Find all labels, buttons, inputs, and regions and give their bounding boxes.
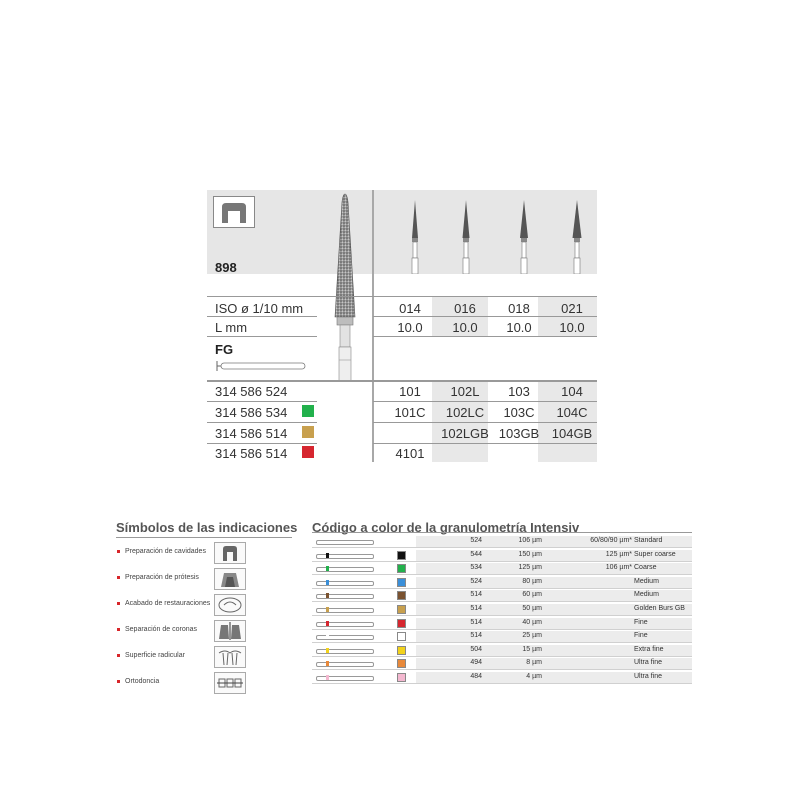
grit-um: 40 µm — [522, 618, 542, 626]
rule — [207, 422, 317, 423]
grit-code: 514 — [470, 632, 482, 640]
bur-shank-icon — [316, 662, 374, 667]
bur-shank-icon — [316, 608, 374, 613]
grit-row — [312, 672, 692, 683]
bur-shank-icon — [316, 649, 374, 654]
large-bur-illustration — [325, 192, 365, 382]
grit-size: 106 µm* — [605, 564, 632, 572]
row-shade — [416, 631, 692, 642]
color-ring — [326, 648, 329, 653]
grit-row — [312, 577, 692, 588]
rule — [207, 336, 317, 337]
grit-um: 80 µm — [522, 577, 542, 585]
crown-separation-icon — [214, 620, 246, 642]
color-square — [397, 673, 406, 682]
rule — [312, 669, 692, 670]
grit-code: 514 — [470, 591, 482, 599]
bur-size-021 — [569, 198, 585, 274]
grit-name: Extra fine — [634, 645, 664, 653]
grit-row — [312, 536, 692, 547]
rule — [373, 422, 597, 423]
order-ref: 314 586 514 — [215, 446, 288, 461]
color-square — [397, 551, 406, 560]
color-square — [397, 591, 406, 600]
grit-code: 524 — [470, 577, 482, 585]
size-021: 021 — [561, 301, 583, 316]
color-ring — [326, 566, 329, 571]
color-ring — [326, 593, 329, 598]
grit-row — [312, 658, 692, 669]
rule — [373, 443, 597, 444]
order-code: 4101 — [395, 446, 425, 461]
order-code: 104C — [556, 405, 588, 420]
grit-code: 484 — [470, 673, 482, 680]
color-square — [397, 619, 406, 628]
grit-code: 494 — [470, 659, 482, 667]
grit-um: 15 µm — [522, 645, 542, 653]
color-ring — [326, 634, 329, 639]
symbol-item: Separación de coronas — [117, 626, 197, 633]
bur-shank-icon — [316, 581, 374, 586]
length-value: 10.0 — [559, 320, 585, 335]
product-panel — [207, 190, 597, 462]
grit-name: Fine — [634, 632, 648, 640]
bur-shank-icon — [316, 554, 374, 559]
bur-shank-icon — [316, 622, 374, 627]
rule — [312, 629, 692, 630]
grit-title: Código a color de la granulometría Intensiv — [312, 520, 580, 535]
grit-name: Medium — [634, 591, 659, 599]
color-square — [397, 659, 406, 668]
order-code: 102LC — [445, 405, 485, 420]
rule — [207, 316, 317, 317]
grit-um: 25 µm — [522, 632, 542, 640]
grit-name: Super coarse — [634, 550, 676, 558]
grit-name: Golden Burs GB — [634, 605, 685, 612]
color-ring — [326, 661, 329, 666]
length-value: 10.0 — [452, 320, 478, 335]
length-value: 10.0 — [506, 320, 532, 335]
grit-swatch-gold — [302, 426, 314, 438]
grit-code: 514 — [470, 618, 482, 626]
bur-shank-icon — [316, 676, 374, 681]
size-016: 016 — [454, 301, 476, 316]
rule — [312, 532, 692, 533]
rule — [312, 656, 692, 657]
order-code: 102L — [450, 384, 480, 399]
grit-swatch-red — [302, 446, 314, 458]
grit-row — [312, 550, 692, 561]
grit-um: 50 µm — [522, 605, 542, 612]
color-ring — [326, 580, 329, 585]
grit-um: 150 µm — [518, 550, 542, 558]
order-code: 104GB — [551, 426, 593, 441]
bur-size-014 — [407, 198, 423, 274]
grit-row — [312, 645, 692, 656]
rule — [207, 380, 597, 382]
grit-code: 524 — [470, 537, 482, 544]
order-code: 102LGB — [441, 426, 489, 441]
rule — [207, 401, 317, 402]
rule — [373, 316, 597, 317]
rule — [312, 642, 692, 643]
bur-size-018 — [516, 198, 532, 274]
grit-name: Medium — [634, 577, 659, 585]
grit-um: 60 µm — [522, 591, 542, 599]
size-018: 018 — [508, 301, 530, 316]
order-code: 103GB — [498, 426, 540, 441]
grit-row — [312, 618, 692, 629]
grit-size: 125 µm* — [605, 550, 632, 558]
color-ring — [326, 539, 329, 544]
grit-swatch-green — [302, 405, 314, 417]
rule — [373, 401, 597, 402]
cavity-icon — [214, 542, 246, 564]
color-square — [397, 605, 406, 614]
color-square — [397, 632, 406, 641]
color-square — [397, 646, 406, 655]
rule — [312, 683, 692, 684]
color-square — [397, 564, 406, 573]
order-code: 103 — [508, 384, 530, 399]
bur-shank-icon — [316, 594, 374, 599]
order-ref: 314 586 514 — [215, 426, 288, 441]
rule — [373, 336, 597, 337]
symbol-item: Ortodoncia — [117, 678, 159, 685]
grit-name: Standard — [634, 537, 663, 544]
grit-name: Fine — [634, 618, 648, 626]
color-square — [397, 578, 406, 587]
grit-row — [312, 631, 692, 642]
order-ref: 314 586 524 — [215, 384, 288, 399]
row-shade — [416, 618, 692, 629]
length-value: 10.0 — [397, 320, 423, 335]
rule — [207, 296, 597, 297]
grit-code: 544 — [470, 550, 482, 558]
color-ring — [326, 607, 329, 612]
length-label: L mm — [215, 320, 248, 335]
rule — [207, 443, 317, 444]
fg-shank-icon — [215, 359, 309, 373]
order-ref: 314 586 534 — [215, 405, 288, 420]
grit-code: 514 — [470, 605, 482, 612]
grit-row — [312, 563, 692, 574]
symbols-title: Símbolos de las indicaciones — [116, 520, 298, 535]
grit-row — [312, 604, 692, 615]
grit-um: 125 µm — [518, 564, 542, 572]
grit-um: 8 µm — [526, 659, 542, 667]
iso-label: ISO ø 1/10 mm — [215, 301, 304, 316]
size-014: 014 — [399, 301, 421, 316]
grit-code: 504 — [470, 645, 482, 653]
rule — [312, 561, 692, 562]
rule — [312, 547, 692, 548]
grit-name: Ultra fine — [634, 673, 663, 680]
color-ring — [326, 553, 329, 558]
grit-um: 4 µm — [526, 673, 542, 680]
shank-label: FG — [215, 342, 234, 357]
grit-name: Coarse — [634, 564, 657, 572]
order-code: 101 — [399, 384, 421, 399]
color-ring — [326, 621, 329, 626]
order-code: 104 — [561, 384, 583, 399]
bur-shank-icon — [316, 567, 374, 572]
grit-row — [312, 590, 692, 601]
finishing-icon — [214, 594, 246, 616]
bur-size-016 — [458, 198, 474, 274]
order-code: 103C — [503, 405, 535, 420]
root-surface-icon — [214, 646, 246, 668]
symbol-item: Preparación de cavidades — [117, 548, 206, 555]
grit-um: 106 µm — [518, 537, 542, 544]
rule — [116, 537, 292, 538]
color-ring — [326, 675, 329, 680]
header-band — [207, 190, 597, 274]
symbol-item: Acabado de restauraciones — [117, 600, 210, 607]
grit-code: 534 — [470, 564, 482, 572]
cavity-icon — [213, 196, 255, 228]
bur-shank-icon — [316, 540, 374, 545]
grit-size: 60/80/90 µm* — [590, 537, 632, 544]
rule — [312, 615, 692, 616]
rule — [312, 574, 692, 575]
bur-shank-icon — [316, 635, 374, 640]
crown-prep-icon — [214, 568, 246, 590]
grit-name: Ultra fine — [634, 659, 663, 667]
symbol-item: Preparación de prótesis — [117, 574, 199, 581]
symbol-item: Superficie radicular — [117, 652, 185, 659]
order-code: 101C — [394, 405, 426, 420]
product-code: 898 — [215, 260, 237, 275]
rule — [312, 588, 692, 589]
orthodontics-icon — [214, 672, 246, 694]
rule — [312, 601, 692, 602]
